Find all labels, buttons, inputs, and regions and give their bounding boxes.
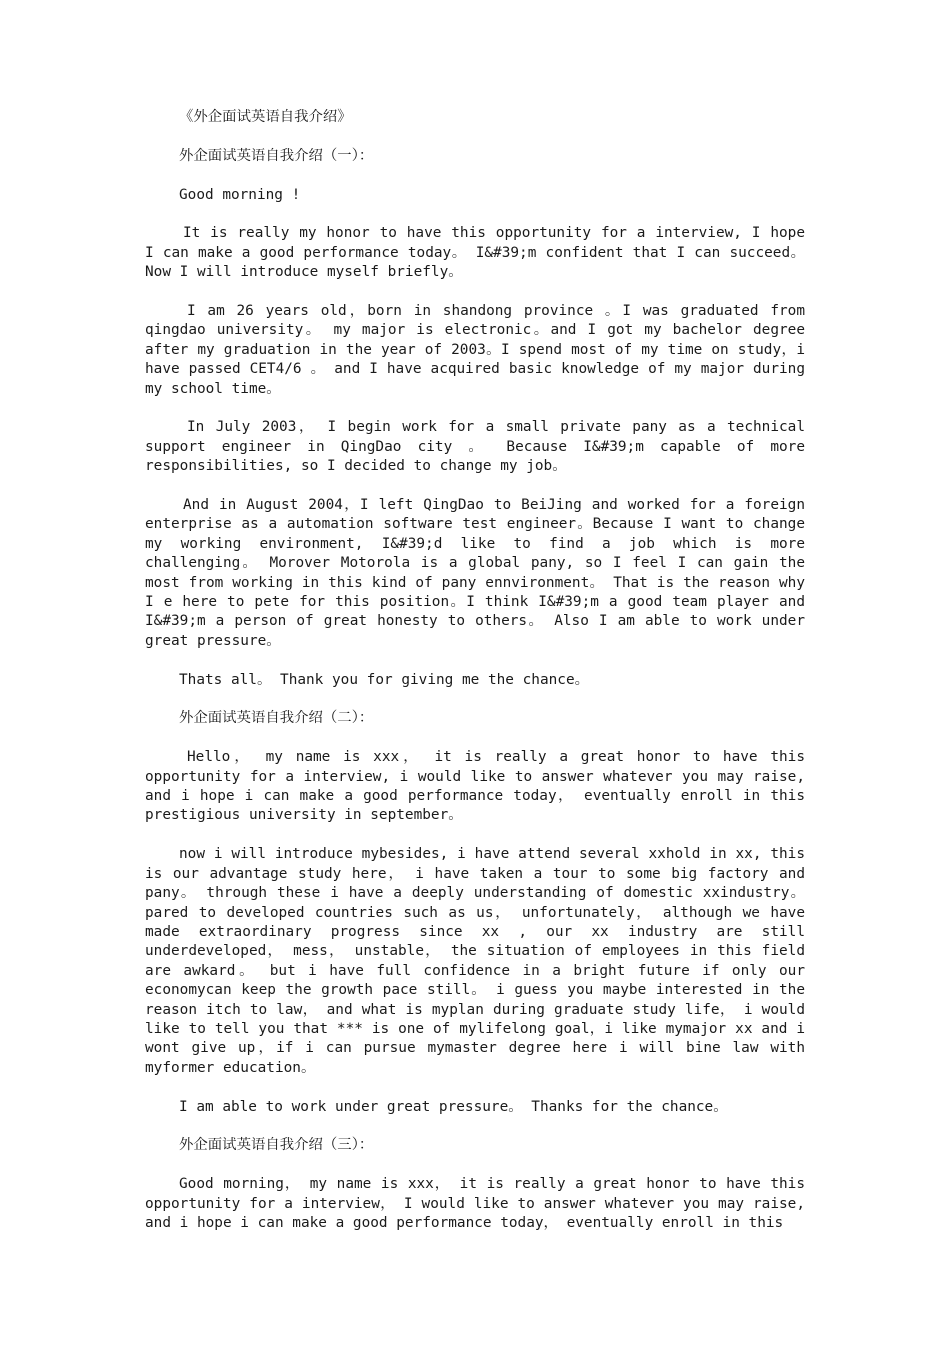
section-1-closing: Thats all。 Thank you for giving me the chance。 [179,671,589,688]
section-3-paragraph-1: Good morning， my name is xxx， it is really a great honor to have this opportunity for a interview， I would like to answer whatever you may raise, and i hope i can make a good performance today， eventually enroll in this [145,1176,805,1231]
section-3-heading: 外企面试英语自我介绍（三）： [179,1137,374,1154]
section-1-greeting: Good morning ! [179,186,301,203]
section-2-heading: 外企面试英语自我介绍（二）： [179,710,374,727]
section-1-paragraph-2: I am 26 years old，born in shandong province 。I was graduated from qingdao university。 my major is electronic。and I got my bachelor degree after my graduation in the year of 2003。I spend most of my time on study，i have passed CET4/6 。 and I have acquired basic knowledge of my major during my school time。 [145,303,805,397]
section-2-closing: I am able to work under great pressure。 Thanks for the chance。 [179,1098,728,1115]
section-1-heading: 外企面试英语自我介绍（一）： [179,147,374,164]
document-title: 《外企面试英语自我介绍》 [179,109,352,125]
section-1-paragraph-1: It is really my honor to have this opportunity for a interview, I hope I can make a good performance today。 I&#39;m confident that I can succeed。Now I will introduce myself briefly。 [145,225,805,281]
document-page [145,108,805,1233]
section-2-paragraph-1: Hello， my name is xxx， it is really a great honor to have this opportunity for a interview, i would like to answer whatever you may raise, and i hope i can make a good performance today， eventually enroll in this prestigious university in september。 [145,749,805,824]
section-1-paragraph-3: In July 2003， I begin work for a small private pany as a technical support engineer in QingDao city 。 Because I&#39;m capable of more responsibilities, so I decided to change my job。 [145,419,805,475]
section-2-paragraph-2: now i will introduce mybesides, i have attend several xxhold in xx, this is our advantage study here， i have taken a tour to some big factory and pany。 through these i have a deeply understanding of domestic xxindustry。 pared to developed countries such as us， unfortunately， although we have made extraordinary progress since xx , our xx industry are still underdeveloped， mess， unstable， the situation of employees in this field are awkard。 but i have full confidence in a bright future if only our economycan keep the growth pace still。 i guess you maybe interested in the reason itch to law， and what is myplan during graduate study life， i would like to tell you that *** is one of mylifelong goal，i like mymajor xx and i wont give up，if i can pursue mymaster degree here i will bine law with myformer education。 [145,846,805,1076]
section-1-paragraph-4: And in August 2004，I left QingDao to BeiJing and worked for a foreign enterprise as a automation software test engineer。Because I want to change my working environment, I&#39;d like to find a job which is more challenging。 Morover Motorola is a global pany, so I feel I can gain the most from working in this kind of pany ennvironment。 That is the reason why I e here to pete for this position。I think I&#39;m a good team player and I&#39;m a person of great honesty to others。 Also I am able to work under great pressure。 [145,497,805,649]
